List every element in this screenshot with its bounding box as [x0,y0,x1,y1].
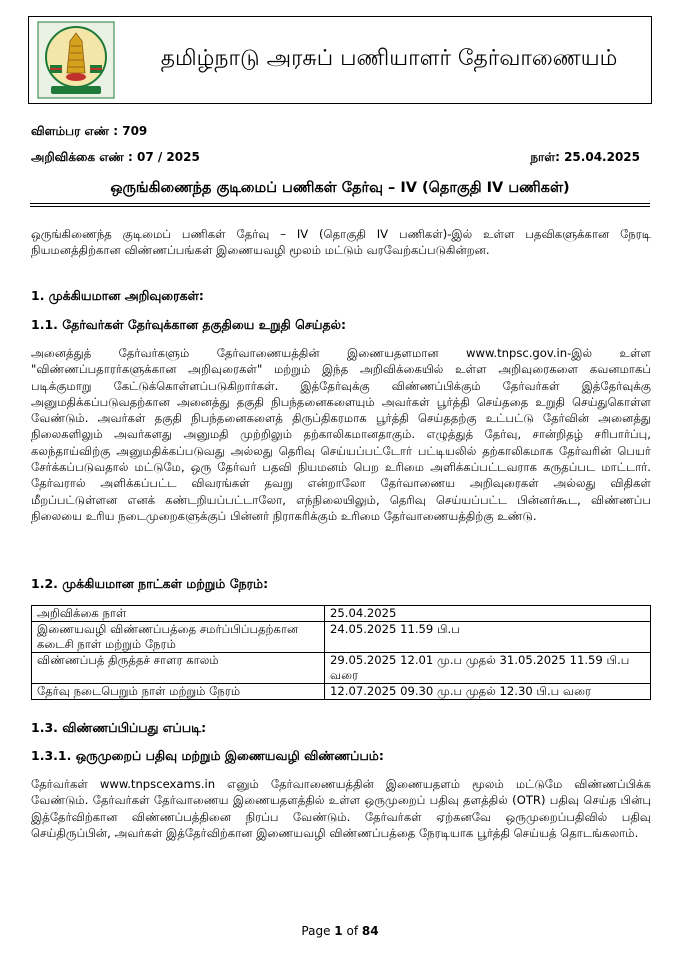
page-footer [0,924,680,938]
date-value: 12.07.2025 09.30 மு.ப முதல் 12.30 பி.ப வரை [325,684,651,700]
date-value: 24.05.2025 11.59 பி.ப [325,622,651,653]
title-underline-bottom [30,206,650,207]
section-1-1-heading: 1.1. தேர்வர்கள் தேர்வுக்கான தகுதியை உறுதி செய்தல்: [31,317,347,332]
organization-title: தமிழ்நாடு அரசுப் பணியாளர் தேர்வாணையம் [160,46,618,71]
section-1-1-body: அனைத்துத் தேர்வர்களும் தேர்வாணையத்தின் இணையதளமான www.tnpsc.gov.in-இல் உள்ள "விண்ணப்பதாரர்களுக்கான அறிவுரைகள்" மற்றும் இந்த அறிவிக்கையில் உள்ள அறிவுரைகளை கவனமாகப் படிக்குமாறு கேட்டுக்கொள்ளப்படுகிறார்கள். இத்தேர்வுக்கு விண்ணப்பிக்கும் தேர்வர்கள் இத்தேர்வுக்கு அனுமதிக்கப்படுவதற்கான அனைத்து தகுதி நிபந்தனைகளையும் அவர்கள் பூர்த்தி செய்ததை உறுதி செய்துகொள்ள வேண்டும். அவர்கள் தகுதி நிபந்தனைகளைத் திருப்திகரமாக பூர்த்தி செய்ததற்கு உட்பட்டு தேர்வின் அனைத்து நிலைகளிலும் அவர்களது அனுமதி முற்றிலும் தற்காலிகமானதாகும். எழுத்துத் தேர்வு, சான்றிதழ் சரிபார்ப்பு, கலந்தாய்விற்கு அனுமதிக்கப்படுவது அல்லது தெரிவு செய்யப்பட்டோர் பட்டியலில் தற்காலிகமாக தேர்வரின் பெயர் சேர்க்கப்படுவதால் மட்டுமே, ஒரு தேர்வர் பதவி நியமனம் பெற உரிமை அளிக்கப்பட்டவராக கருதப்பட மாட்டார். தேர்வரால் அளிக்கப்பட்ட விவரங்கள் தவறு என்றாலோ தேர்வாணைய அறிவுரைகள் அல்லது விதிகள் மீறப்பட்டுள்ளன எனக் கண்டறியப்பட்டாலோ, எந்நிலையிலும், தெரிவு செய்யப்பட்ட பின்னர்கூட, விண்ணப்ப நிலையை உரிய நடைமுறைகளுக்குப் பின்னர் நிராகரிக்கும் உரிமை தேர்வாணையத்திற்கு உண்டு. [31,346,651,523]
date-value: 25.04.2025 [325,606,651,622]
tn-government-emblem-icon [37,21,115,99]
section-1-3-1-heading: 1.3.1. ஒருமுறைப் பதிவு மற்றும் இணையவழி விண்ணப்பம்: [31,748,384,763]
date-label: விண்ணப்பத் திருத்தச் சாளர காலம் [32,653,325,684]
important-dates-table [31,605,651,700]
advertisement-number: விளம்பர எண் : 709 [31,124,148,138]
notification-date: நாள்: 25.04.2025 [530,150,640,164]
table-row [32,653,651,684]
section-1-3-1-body: தேர்வர்கள் www.tnpscexams.in எனும் தேர்வாணையத்தின் இணையதளம் மூலம் மட்டுமே விண்ணப்பிக்க வேண்டும். தேர்வர்கள் தேர்வாணைய இணையதளத்தில் உள்ள ஒருமுறைப் பதிவு தளத்தில் (OTR) பதிவு செய்த பின்பு இத்தேர்விற்கான விண்ணப்பத்தினை நிரப்ப வேண்டும். தேர்வர்கள் ஏற்கனவே ஒருமுறைப்பதிவில் பதிவு செய்திருப்பின், அவர்கள் இத்தேர்விற்கான இணையவழி விண்ணப்பத்தை நேரடியாக பூர்த்தி செய்யத் தொடங்கலாம். [31,777,651,840]
table-row [32,622,651,653]
section-1-3-heading: 1.3. விண்ணப்பிப்பது எப்படி: [31,720,207,735]
footer-prefix: Page [301,924,335,938]
current-page-number: 1 [334,924,343,938]
section-1-2-heading: 1.2. முக்கியமான நாட்கள் மற்றும் நேரம்: [31,576,269,591]
date-label: தேர்வு நடைபெறும் நாள் மற்றும் நேரம் [32,684,325,700]
date-label: இணையவழி விண்ணப்பத்தை சமர்ப்பிப்பதற்கான கடைசி நாள் மற்றும் நேரம் [32,622,325,653]
date-value: 29.05.2025 12.01 மு.ப முதல் 31.05.2025 11.59 பி.ப வரை [325,653,651,684]
table-row [32,684,651,700]
notification-number: அறிவிக்கை எண் : 07 / 2025 [31,150,200,164]
total-pages: 84 [361,924,379,938]
intro-paragraph: ஒருங்கிணைந்த குடிமைப் பணிகள் தேர்வு – IV (தொகுதி IV பணிகள்)-இல் உள்ள பதவிகளுக்கான நேரடி நியமனத்திற்கான விண்ணப்பங்கள் இணையவழி மூலம் மட்டும் வரவேற்கப்படுகின்றன. [31,227,651,258]
footer-of: of [342,924,362,938]
letterhead [28,16,652,104]
date-label: அறிவிக்கை நாள் [32,606,325,622]
title-underline-top [30,203,650,204]
table-row [32,606,651,622]
section-1-heading: 1. முக்கியமான அறிவுரைகள்: [31,288,204,303]
notice-title: ஒருங்கிணைந்த குடிமைப் பணிகள் தேர்வு – IV (தொகுதி IV பணிகள்) [110,180,570,196]
